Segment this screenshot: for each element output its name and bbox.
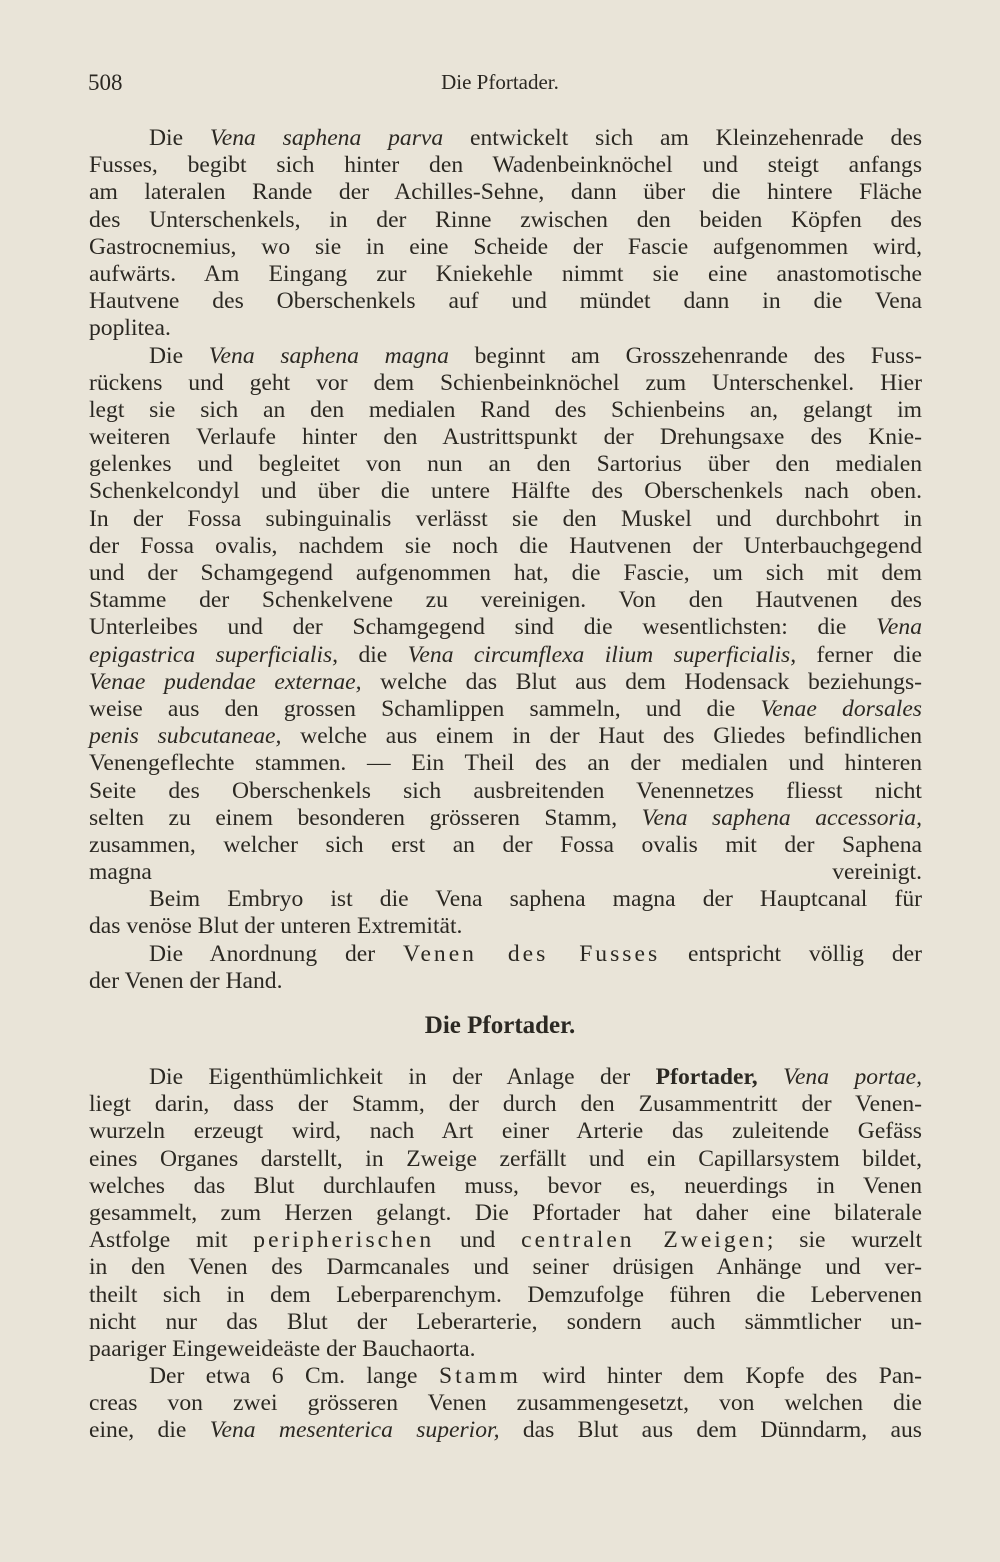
text-run: eines Organes darstellt, in Zweige zerfällt und ein Capillarsystem bildet,: [89, 1145, 922, 1172]
text-run: die: [338, 641, 408, 668]
text-line: [89, 1091, 922, 1118]
text-line: [89, 1309, 922, 1336]
text-line: [89, 805, 922, 832]
text-run: wird hinter dem Kopfe des Pan-: [520, 1363, 923, 1390]
text-run: ferner die: [796, 641, 922, 668]
text-run: weise aus den grossen Schamlippen sammeln, und die: [89, 695, 761, 722]
text-run: Gastrocnemius, wo sie in eine Scheide der Fascie aufgenommen wird,: [89, 233, 922, 260]
spaced-term: peripherischen: [253, 1227, 435, 1254]
page-header: [88, 70, 912, 110]
text-line: [89, 778, 922, 805]
text-line: [89, 1390, 922, 1417]
text-line: [89, 370, 922, 397]
text-line: [89, 1173, 922, 1200]
italic-term: Vena circumflexa ilium superficialis,: [407, 641, 797, 668]
text-line: [89, 261, 922, 288]
text-run: Stamme der Schenkelvene zu vereinigen. Von den Hautvenen des: [89, 587, 922, 614]
text-line: [89, 1254, 922, 1281]
text-run: liegt darin, dass der Stamm, der durch den Zusammentritt der Venen-: [89, 1091, 922, 1118]
text-run: entwickelt sich am Kleinzehenrade des: [443, 125, 922, 151]
text-line: [89, 1118, 922, 1145]
text-run: creas von zwei grösseren Venen zusammengesetzt, von welchen die: [89, 1390, 922, 1417]
text-run: paariger Eingeweideäste der Bauchaorta.: [89, 1335, 476, 1362]
text-run: Seite des Oberschenkels sich ausbreitenden Venennetzes fliesst nicht: [89, 777, 922, 804]
text-run: [758, 1064, 783, 1090]
text-line: [89, 642, 922, 669]
text-line: [89, 125, 922, 152]
text-run: Fusses, begibt sich hinter den Wadenbeinknöchel und steigt anfangs: [89, 152, 922, 179]
italic-term: Vena portae,: [783, 1064, 922, 1090]
text-run: Unterleibes und der Schamgegend sind die wesentlichsten: die: [89, 614, 877, 641]
text-line: [89, 1227, 922, 1254]
text-line: [89, 288, 922, 315]
text-line: [89, 1417, 922, 1444]
running-title: Die Pfortader.: [441, 70, 559, 94]
text-run: am lateralen Rande der Achilles-Sehne, dann über die hintere Fläche: [89, 179, 922, 206]
text-run: in den Venen des Darmcanales und seiner drüsigen Anhänge und ver-: [89, 1254, 922, 1281]
text-run: Die Anordnung der: [149, 940, 404, 967]
text-line: [89, 941, 922, 968]
text-line: [89, 424, 922, 451]
text-run: rückens und geht vor dem Schienbeinknöchel zum Unterschenkel. Hier: [89, 369, 922, 396]
text-line: [89, 478, 922, 505]
text-run: welche aus einem in der Haut des Gliedes befindlichen: [281, 723, 922, 750]
text-line: [89, 343, 922, 370]
text-run: theilt sich in dem Leberparenchym. Demzufolge führen die Lebervenen: [89, 1281, 922, 1308]
text-line: [89, 1146, 922, 1173]
text-run: der Fossa ovalis, nachdem sie noch die Hautvenen der Unterbauchgegend: [89, 532, 922, 559]
text-run: das Blut aus dem Dünndarm, aus: [499, 1417, 922, 1444]
text-run: gelenkes und begleitet von nun an den Sartorius über den medialen: [89, 451, 922, 478]
text-line: [89, 179, 922, 206]
text-run: der Venen der Hand.: [89, 967, 283, 994]
section-heading: Die Pfortader.: [424, 1012, 576, 1039]
text-line: [89, 234, 922, 261]
body-text-block-2: [89, 1064, 922, 1445]
text-line: [89, 859, 922, 886]
italic-term: Venae dorsales: [760, 695, 922, 722]
text-run: gesammelt, zum Herzen gelangt. Die Pfortader hat daher eine bilaterale: [89, 1199, 922, 1226]
text-run: nicht nur das Blut der Leberarterie, sondern auch sämmtlicher un-: [89, 1308, 922, 1335]
text-run: und der Schamgegend aufgenommen hat, die Fascie, um sich mit dem: [89, 560, 922, 586]
text-line: [89, 1064, 922, 1091]
text-run: des Unterschenkels, in der Rinne zwischen den beiden Köpfen des: [89, 206, 922, 233]
text-run: welches das Blut durchlaufen muss, bevor es, neuerdings in Venen: [89, 1172, 922, 1199]
text-line: [89, 886, 922, 913]
text-run: ; sie wurzelt: [766, 1227, 922, 1254]
text-run: das venöse Blut der unteren Extremität.: [89, 913, 463, 940]
text-run: weiteren Verlaufe hinter den Austrittspunkt der Drehungsaxe des Knie-: [89, 424, 922, 451]
text-run: Hautvene des Oberschenkels auf und mündet dann in die Vena: [89, 288, 922, 315]
text-run: Die Eigenthümlichkeit in der Anlage der: [149, 1064, 656, 1090]
italic-term: Vena: [876, 614, 922, 641]
text-line: [89, 1282, 922, 1309]
text-run: In der Fossa subinguinalis verlässt sie den Muskel und durchbohrt in: [89, 505, 922, 532]
page-number: 508: [88, 70, 123, 95]
text-run: poplitea.: [89, 315, 171, 342]
text-line: [89, 315, 922, 342]
text-run: legt sie sich an den medialen Rand des Schienbeins an, gelangt im: [89, 396, 922, 423]
text-line: [89, 968, 922, 995]
text-line: [89, 1200, 922, 1227]
spaced-term: centralen Zweigen: [521, 1227, 767, 1254]
text-line: [89, 451, 922, 478]
text-line: [89, 560, 922, 587]
text-run: welche das Blut aus dem Hodensack beziehungs-: [361, 668, 922, 695]
italic-term: Vena saphena accessoria,: [641, 804, 922, 831]
text-run: Die: [149, 125, 210, 151]
text-line: [89, 1336, 922, 1363]
text-run: magna vereinigt.: [89, 859, 922, 886]
text-run: entspricht völlig der: [660, 940, 922, 967]
text-line: [89, 723, 922, 750]
spaced-term: Venen des Fusses: [403, 940, 661, 967]
italic-term: Vena saphena parva: [209, 125, 444, 151]
text-line: [89, 152, 922, 179]
text-line: [89, 669, 922, 696]
text-run: Schenkelcondyl und über die untere Hälfte des Oberschenkels nach oben.: [89, 478, 922, 505]
text-line: [89, 696, 922, 723]
text-run: Beim Embryo ist die Vena saphena magna der Hauptcanal für: [149, 886, 922, 913]
text-line: [89, 750, 922, 777]
text-run: selten zu einem besonderen grösseren Stamm,: [89, 804, 642, 831]
text-run: eine, die: [89, 1417, 210, 1444]
italic-term: Venae pudendae externae,: [89, 668, 362, 695]
italic-term: penis subcutaneae,: [89, 723, 282, 750]
text-run: beginnt am Grosszehenrande des Fuss-: [448, 342, 923, 369]
text-line: [89, 913, 922, 940]
text-line: [89, 587, 922, 614]
text-line: [89, 614, 922, 641]
italic-term: epigastrica superficialis,: [89, 641, 339, 668]
text-run: Der etwa 6 Cm. lange: [149, 1363, 439, 1390]
text-line: [89, 506, 922, 533]
text-line: [89, 533, 922, 560]
text-line: [89, 207, 922, 234]
text-run: zusammen, welcher sich erst an der Fossa ovalis mit der Saphena: [89, 831, 922, 858]
text-line: [89, 397, 922, 424]
italic-term: Vena mesenterica superior,: [209, 1417, 500, 1444]
text-run: und: [434, 1227, 522, 1254]
text-run: Astfolge mit: [89, 1227, 254, 1254]
italic-term: Vena saphena magna: [208, 342, 449, 369]
body-text-block-1: [89, 125, 922, 995]
text-run: Die: [149, 342, 209, 369]
text-line: [89, 832, 922, 859]
text-run: Venengeflechte stammen. — Ein Theil des an der medialen und hinteren: [89, 750, 922, 777]
text-line: [89, 1363, 922, 1390]
spaced-term: Stamm: [438, 1363, 521, 1390]
bold-term: Pfortader,: [655, 1064, 758, 1090]
text-run: aufwärts. Am Eingang zur Kniekehle nimmt sie eine anastomotische: [89, 260, 922, 287]
text-run: wurzeln erzeugt wird, nach Art einer Arterie das zuleitende Gefäss: [89, 1118, 922, 1145]
